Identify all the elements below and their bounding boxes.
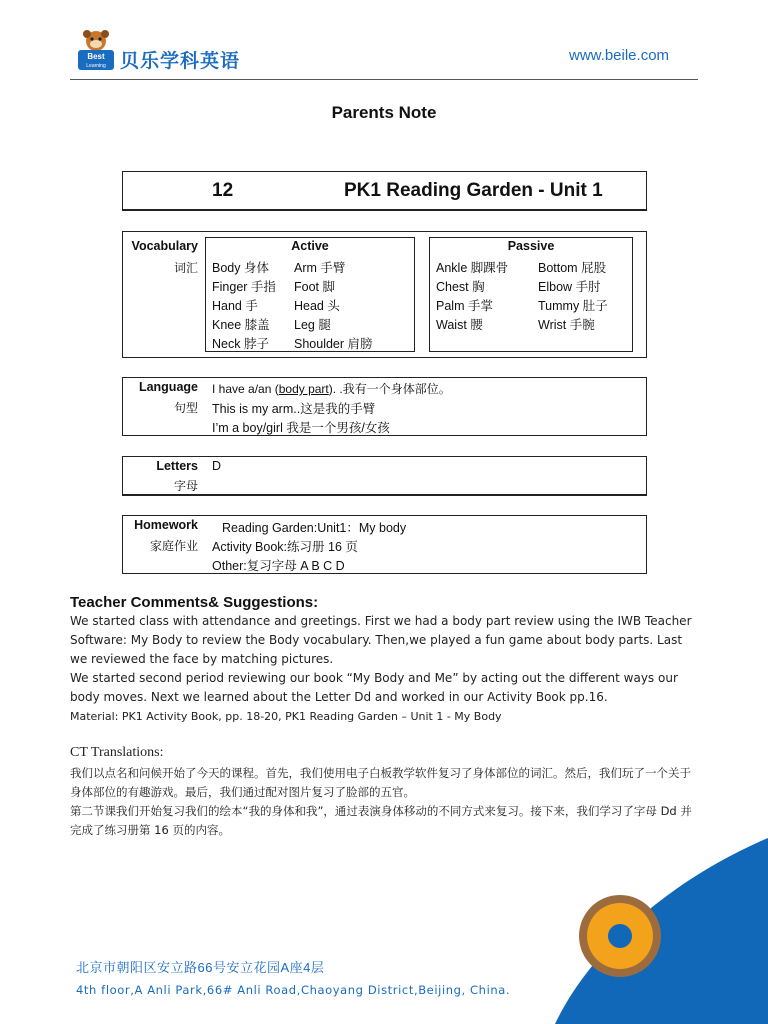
brand-name: 贝乐学科英语 (120, 51, 241, 72)
unit-number: 12 (212, 180, 234, 201)
language-label-cn: 句型 (173, 401, 198, 415)
language-sentence-1: I have a/an (body part). .我有一个身体部位。 (212, 382, 451, 396)
homework-line-2: Activity Book:练习册 16 页 (212, 540, 358, 554)
homework-line-3: Other:复习字母 A B C D (212, 559, 345, 573)
svg-text:Learning: Learning (86, 63, 106, 69)
vocabulary-label: Vocabulary (131, 239, 198, 253)
vocab-word: Head 头 (294, 299, 340, 313)
homework-label-cn: 家庭作业 (149, 539, 198, 553)
vocab-word: Hand 手 (212, 299, 258, 313)
ct-translation-paragraph-1: 我们以点名和问候开始了今天的课程。首先，我们使用电子白板教学软件复习了身体部位的词汇。然后，我们玩了一个关于身体部位的有趣游戏。最后，我们通过配对图片复习了脸部的五官。 (70, 766, 691, 799)
vocab-word: Leg 腿 (294, 318, 331, 332)
teacher-comments-paragraph-2: We started second period reviewing our book “My Body and Me” by acting out the different ways our body moves. Next we learned about the Letter Dd and worked in our Activity Book pp.16. (70, 671, 678, 704)
language-sentence-3: I’m a boy/girl 我是一个男孩/女孩 (212, 421, 390, 435)
vocab-word: Neck 脖子 (212, 337, 269, 351)
svg-text:Best: Best (87, 52, 105, 61)
page-title: Parents Note (331, 103, 437, 122)
vocab-word: Elbow 手肘 (538, 280, 601, 294)
vocabulary-label-cn: 词汇 (173, 261, 198, 275)
passive-header: Passive (507, 239, 555, 253)
unit-title: PK1 Reading Garden - Unit 1 (344, 180, 603, 201)
address-chinese: 北京市朝阳区安立路66号安立花园A座4层 (76, 960, 325, 975)
letters-section (122, 456, 647, 496)
address-english: 4th floor,A Anli Park,66# Anli Road,Chaoyang District,Beijing, China. (76, 983, 511, 997)
vocab-word: Waist 腰 (436, 318, 483, 332)
mascot-logo-icon (76, 28, 116, 72)
letters-value: D (212, 459, 222, 473)
language-label: Language (138, 380, 198, 394)
teacher-comments-paragraph-1: We started class with attendance and greetings. First we had a body part review using the IWB Teacher Software: My Body to review the Body vocabulary. Then,we played a fun game about body parts. Last we reviewed the face by matching pictures. (70, 614, 692, 666)
vocab-word: Chest 胸 (436, 280, 485, 294)
vocab-word: Tummy 肚子 (538, 299, 608, 313)
material-line: Material: PK1 Activity Book, pp. 18-20, PK1 Reading Garden – Unit 1 - My Body (70, 710, 502, 723)
homework-line-1: Reading Garden:Unit1：My body (222, 521, 407, 535)
vocab-word: Ankle 脚踝骨 (436, 261, 509, 275)
vocab-word: Palm 手掌 (436, 299, 493, 313)
vocab-word: Finger 手指 (212, 280, 276, 294)
letters-label-cn: 字母 (173, 479, 198, 493)
vocab-word: Foot 脚 (294, 280, 335, 294)
ct-translation-paragraph-2: 第二节课我们开始复习我们的绘本“我的身体和我”，通过表演身体移动的不同方式来复习。接下来，我们学习了字母 Dd 并完成了练习册第 16 页的内容。 (70, 804, 692, 837)
header-divider (70, 79, 698, 80)
vocab-word: Arm 手臂 (294, 261, 346, 275)
website-link[interactable]: www.beile.com (569, 47, 670, 64)
active-header: Active (291, 239, 329, 253)
homework-label: Homework (134, 518, 198, 532)
vocab-word: Body 身体 (212, 261, 269, 275)
letters-label: Letters (156, 459, 198, 473)
vocab-word: Knee 膝盖 (212, 318, 270, 332)
ct-translations-heading: CT Translations: (70, 745, 164, 760)
teacher-comments-heading: Teacher Comments& Suggestions: (70, 594, 319, 611)
vocab-word: Shoulder 肩膀 (294, 337, 373, 351)
vocab-word: Bottom 屁股 (538, 261, 607, 275)
language-sentence-2: This is my arm..这是我的手臂 (212, 402, 376, 416)
vocab-word: Wrist 手腕 (538, 318, 595, 332)
